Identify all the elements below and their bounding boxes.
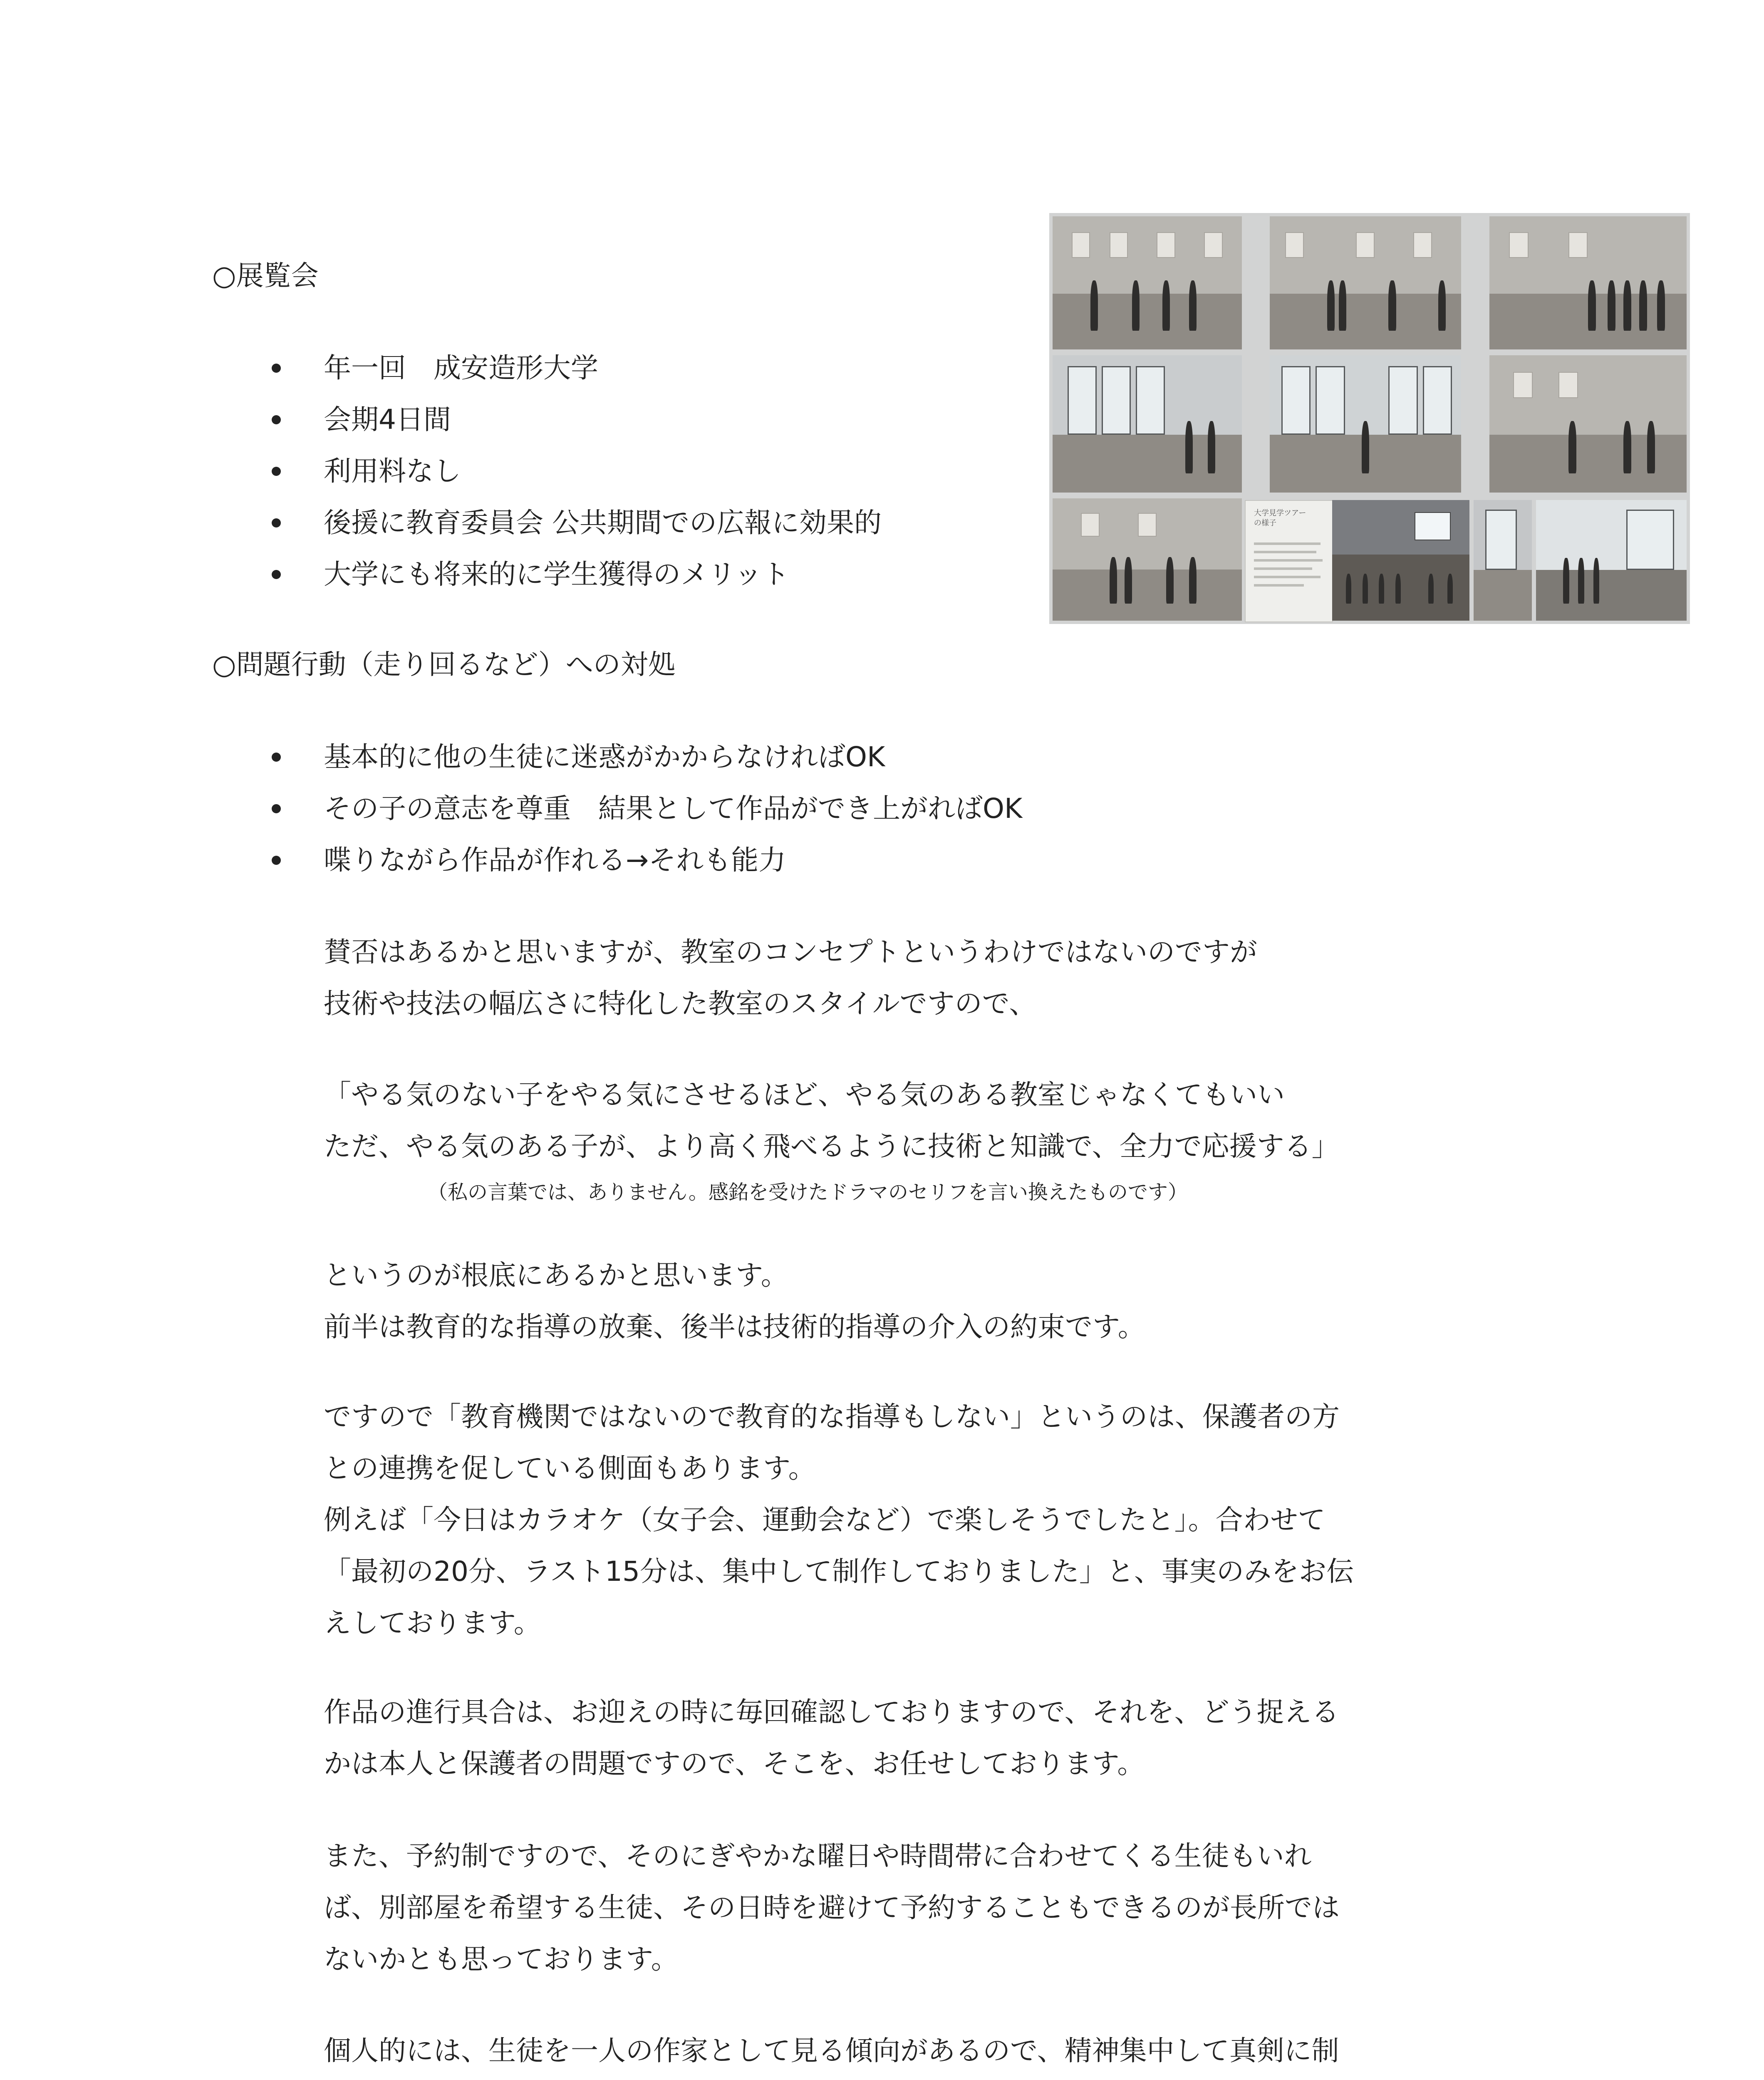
- exhibition-photo: [1053, 216, 1242, 349]
- problem-behavior-heading: ○問題行動（走り回るなど）への対処: [212, 649, 676, 681]
- exhibition-photo: [1270, 355, 1461, 493]
- exhibition-heading: ○展覧会: [212, 260, 319, 292]
- bullet-icon: [272, 467, 281, 476]
- list-item: 基本的に他の生徒に迷惑がかからなければOK: [272, 731, 1022, 783]
- list-item: 喋りながら作品が作れる→それも能力: [272, 834, 1022, 886]
- exhibition-photo: [1536, 500, 1687, 621]
- paragraph: また、予約制ですので、そのにぎやかな曜日や時間帯に合わせてくる生徒もいれ ば、別部屋を希望する生徒、その日時を避けて予約することもできるのが長所では ないかとも思っております。: [324, 1840, 1340, 1975]
- exhibition-photo: [1489, 216, 1687, 349]
- list-item: 大学にも将来的に学生獲得のメリット: [272, 549, 882, 600]
- list-item: 後援に教育委員会 公共期間での広報に効果的: [272, 497, 882, 549]
- paragraph: 作品の進行具合は、お迎えの時に毎回確認しておりますので、それを、どう捉える かは本人と保護者の問題ですので、そこを、お任せしております。: [324, 1696, 1339, 1780]
- exhibition-photo: [1474, 500, 1532, 621]
- bullet-icon: [272, 753, 281, 762]
- exhibition-photo: [1053, 498, 1242, 621]
- list-item: 利用料なし: [272, 446, 882, 497]
- list-item: 会期4日間: [272, 394, 882, 446]
- exhibition-photo-collage: [1049, 213, 1690, 624]
- paragraph: というのが根底にあるかと思います。 前半は教育的な指導の放棄、後半は技術的指導の介入の約束です。: [324, 1259, 1145, 1343]
- list-item: その子の意志を尊重 結果として作品ができ上がればOK: [272, 783, 1022, 834]
- bullet-icon: [272, 364, 281, 373]
- bullet-icon: [272, 856, 281, 865]
- quote-note: （私の言葉では、ありません。感銘を受けたドラマのセリフを言い換えたものです）: [428, 1181, 1188, 1204]
- bullet-icon: [272, 518, 281, 527]
- campus-tour-panel: [1245, 500, 1333, 622]
- paragraph: 個人的には、生徒を一人の作家として見る傾向があるので、精神集中して真剣に制: [324, 2035, 1339, 2067]
- bullet-icon: [272, 570, 281, 579]
- exhibition-photo: [1332, 500, 1469, 621]
- exhibition-photo: [1270, 216, 1461, 349]
- bullet-icon: [272, 415, 281, 424]
- exhibition-photo: [1053, 355, 1242, 493]
- paragraph: ですので「教育機関ではないので教育的な指導もしない」というのは、保護者の方 との連携を促している側面もあります。 例えば「今日はカラオケ（女子会、運動会など）で楽しそうでしたと」。合わせて 「最初の20分、ラスト15分は、集中して制作しておりました」と、事実のみをお伝 えしております。: [324, 1401, 1354, 1639]
- exhibition-photo: [1489, 355, 1687, 493]
- problem-behavior-list: [272, 731, 1022, 886]
- paragraph: 賛否はあるかと思いますが、教室のコンセプトというわけではないのですが 技術や技法の幅広さに特化した教室のスタイルですので、: [324, 936, 1257, 1020]
- quote-paragraph: 「やる気のない子をやる気にさせるほど、やる気のある教室じゃなくてもいい ただ、やる気のある子が、より高く飛べるように技術と知識で、全力で応援する」 （私の言葉では、ありません。感銘を受けたドラマのセリフを言い換えたものです）: [324, 1069, 1339, 1212]
- list-item: 年一回 成安造形大学: [272, 342, 882, 394]
- bullet-icon: [272, 804, 281, 813]
- campus-tour-panel-title: 大学見学ツアー の様子: [1254, 509, 1306, 527]
- exhibition-list: [272, 342, 882, 600]
